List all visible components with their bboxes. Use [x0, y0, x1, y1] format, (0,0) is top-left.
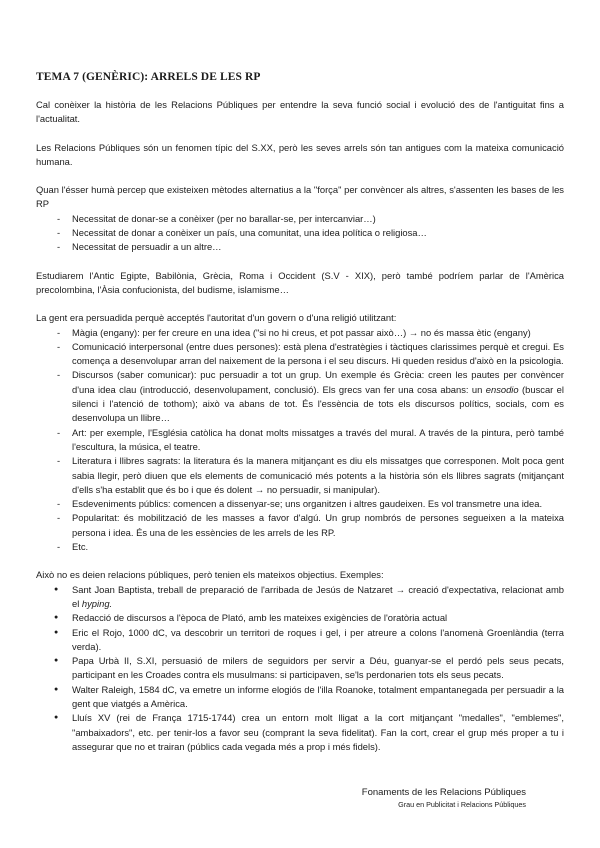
paragraph-study: Estudiarem l'Antic Egipte, Babilònia, Grècia, Roma i Occident (S.V - XIX), però també podríem parlar de l'Amèrica precolombina, l'Àsia confucionista, del budisme, islamisme…	[36, 269, 564, 295]
list-item: ● Lluís XV (rei de França 1715-1744) crea un entorn molt lligat a la cort mitjançant "medalles", "emblemes", "ambaixadors", etc. per tenir-los a favor seu (comprant la seva fidelitat). Fan la cort, crear el grup més proper a tu i assegurar que no et trairan (públics cada vegada més a prop i més fidels).	[36, 711, 564, 754]
list-item: ● Walter Raleigh, 1584 dC, va emetre un informe elogiós de l'illa Roanoke, totalment empantanegada per persuadir a la gent que viatgés a Amèrica.	[36, 683, 564, 712]
paragraph-intro-1: Cal conèixer la història de les Relacions Públiques per entendre la seva funció social i evolució des de l'antiguitat fins a l'actualitat.	[36, 99, 564, 125]
page-title: TEMA 7 (GENÈRIC): ARRELS DE LES RP	[36, 71, 261, 83]
list-item: - Necessitat de persuadir a un altre…	[36, 240, 564, 254]
list-item	[36, 583, 564, 612]
page-footer	[362, 786, 526, 811]
list-item: - Literatura i llibres sagrats: la literatura és la manera mitjançant es diu els missatges que corresponen. Molt poca gent sabia llegir, però diuen que els elements de comunicació més potents a la història són els llibres sagrats (mitjançant d'ells s'ha establit que és bo i que és dolent → no persuadir, si manipular).	[36, 454, 564, 497]
joan-text: Sant Joan Baptista, treball de preparació de l'arribada de Jesús de Natzaret → creació d'expectativa, relacionat amb el	[72, 583, 564, 609]
list-item	[36, 368, 564, 425]
list-item: - Esdeveniments públics: comencen a dissenyar-se; uns organitzen i altres gaudeixen. Es vol transmetre una idea.	[36, 497, 564, 511]
list-item: - Comunicació interpersonal (entre dues persones): està plena d'estratègies i tàctiques clarissimes perquè et cregui. Es comença a desenvolupar arran del naixement de la persona i el seu discurs. Hi queden residus d'això en la psicologia.	[36, 340, 564, 369]
paragraph-examples: Això no es deien relacions públiques, però tenien els mateixos objectius. Exemples:	[36, 569, 384, 581]
document-body	[36, 98, 564, 768]
paragraph-force: Quan l'ésser humà percep que existeixen mètodes alternatius a la "força" per convèncer als altres, s'assenten les bases de les RP	[36, 184, 564, 210]
list-item: - Popularitat: és mobilització de les masses a favor d'algú. Un grup nombrós de persones segueixen a la mateixa persona i idea. És una de les essències de les arrels de les RP.	[36, 511, 564, 540]
discursos-text-b: (buscar el silenci i l'atenció de tothom); això va abans de tot. És l'essència de tots els discursos polítics, socials, com es desenvolupa un llibre…	[72, 383, 564, 424]
hyping-term: hyping.	[81, 597, 113, 609]
list-item: - Necessitat de donar a conèixer un país, una comunitat, una idea política o religiosa…	[36, 226, 564, 240]
discursos-text-a: Discursos (saber comunicar): puc persuadir a tot un grup. Un exemple és Grècia: creen les pautes per convèncer d'una idea clau (introducció, desenvolupament, conclusió). Els grecs van fer una cosa abans: un	[72, 369, 564, 395]
methods-list	[36, 326, 564, 555]
needs-list	[36, 212, 564, 255]
paragraph-persuaded: La gent era persuadida perquè acceptés l'autoritat d'un govern o d'una religió utilitzant:	[36, 312, 397, 324]
list-item: - Etc.	[36, 540, 564, 554]
list-item: ● Papa Urbà II, S.XI, persuasió de milers de seguidors per servir a Déu, guanyar-se el perdó pels seus pecats, participant en les Croades contra els musulmans: si participaven, se'ls perdonarien tots els seus pecats.	[36, 654, 564, 683]
discursos-term: ensodio	[485, 383, 519, 395]
footer-degree: Grau en Publicitat i Relacions Públiques	[398, 800, 526, 809]
list-item: - Màgia (engany): per fer creure en una idea ("si no hi creus, et pot passar això…) → no és massa ètic (engany)	[36, 326, 564, 340]
paragraph-intro-2: Les Relacions Públiques són un fenomen típic del S.XX, però les seves arrels són tan antigues com la mateixa comunicació humana.	[36, 141, 564, 167]
list-item: ● Redacció de discursos a l'època de Plató, amb les mateixes exigències de l'oratòria actual	[36, 611, 564, 625]
list-item: ● Eric el Rojo, 1000 dC, va descobrir un territori de roques i gel, i per atreure a colons l'anomenà Groenlàndia (terra verda).	[36, 626, 564, 655]
examples-list	[36, 583, 564, 755]
list-item: - Art: per exemple, l'Església catòlica ha donat molts missatges a través del mural. A través de la pintura, però també l'escultura, la música, el teatre.	[36, 426, 564, 455]
footer-course: Fonaments de les Relacions Públiques	[361, 787, 526, 798]
list-item: - Necessitat de donar-se a conèixer (per no barallar-se, per intercanviar…)	[36, 212, 564, 226]
